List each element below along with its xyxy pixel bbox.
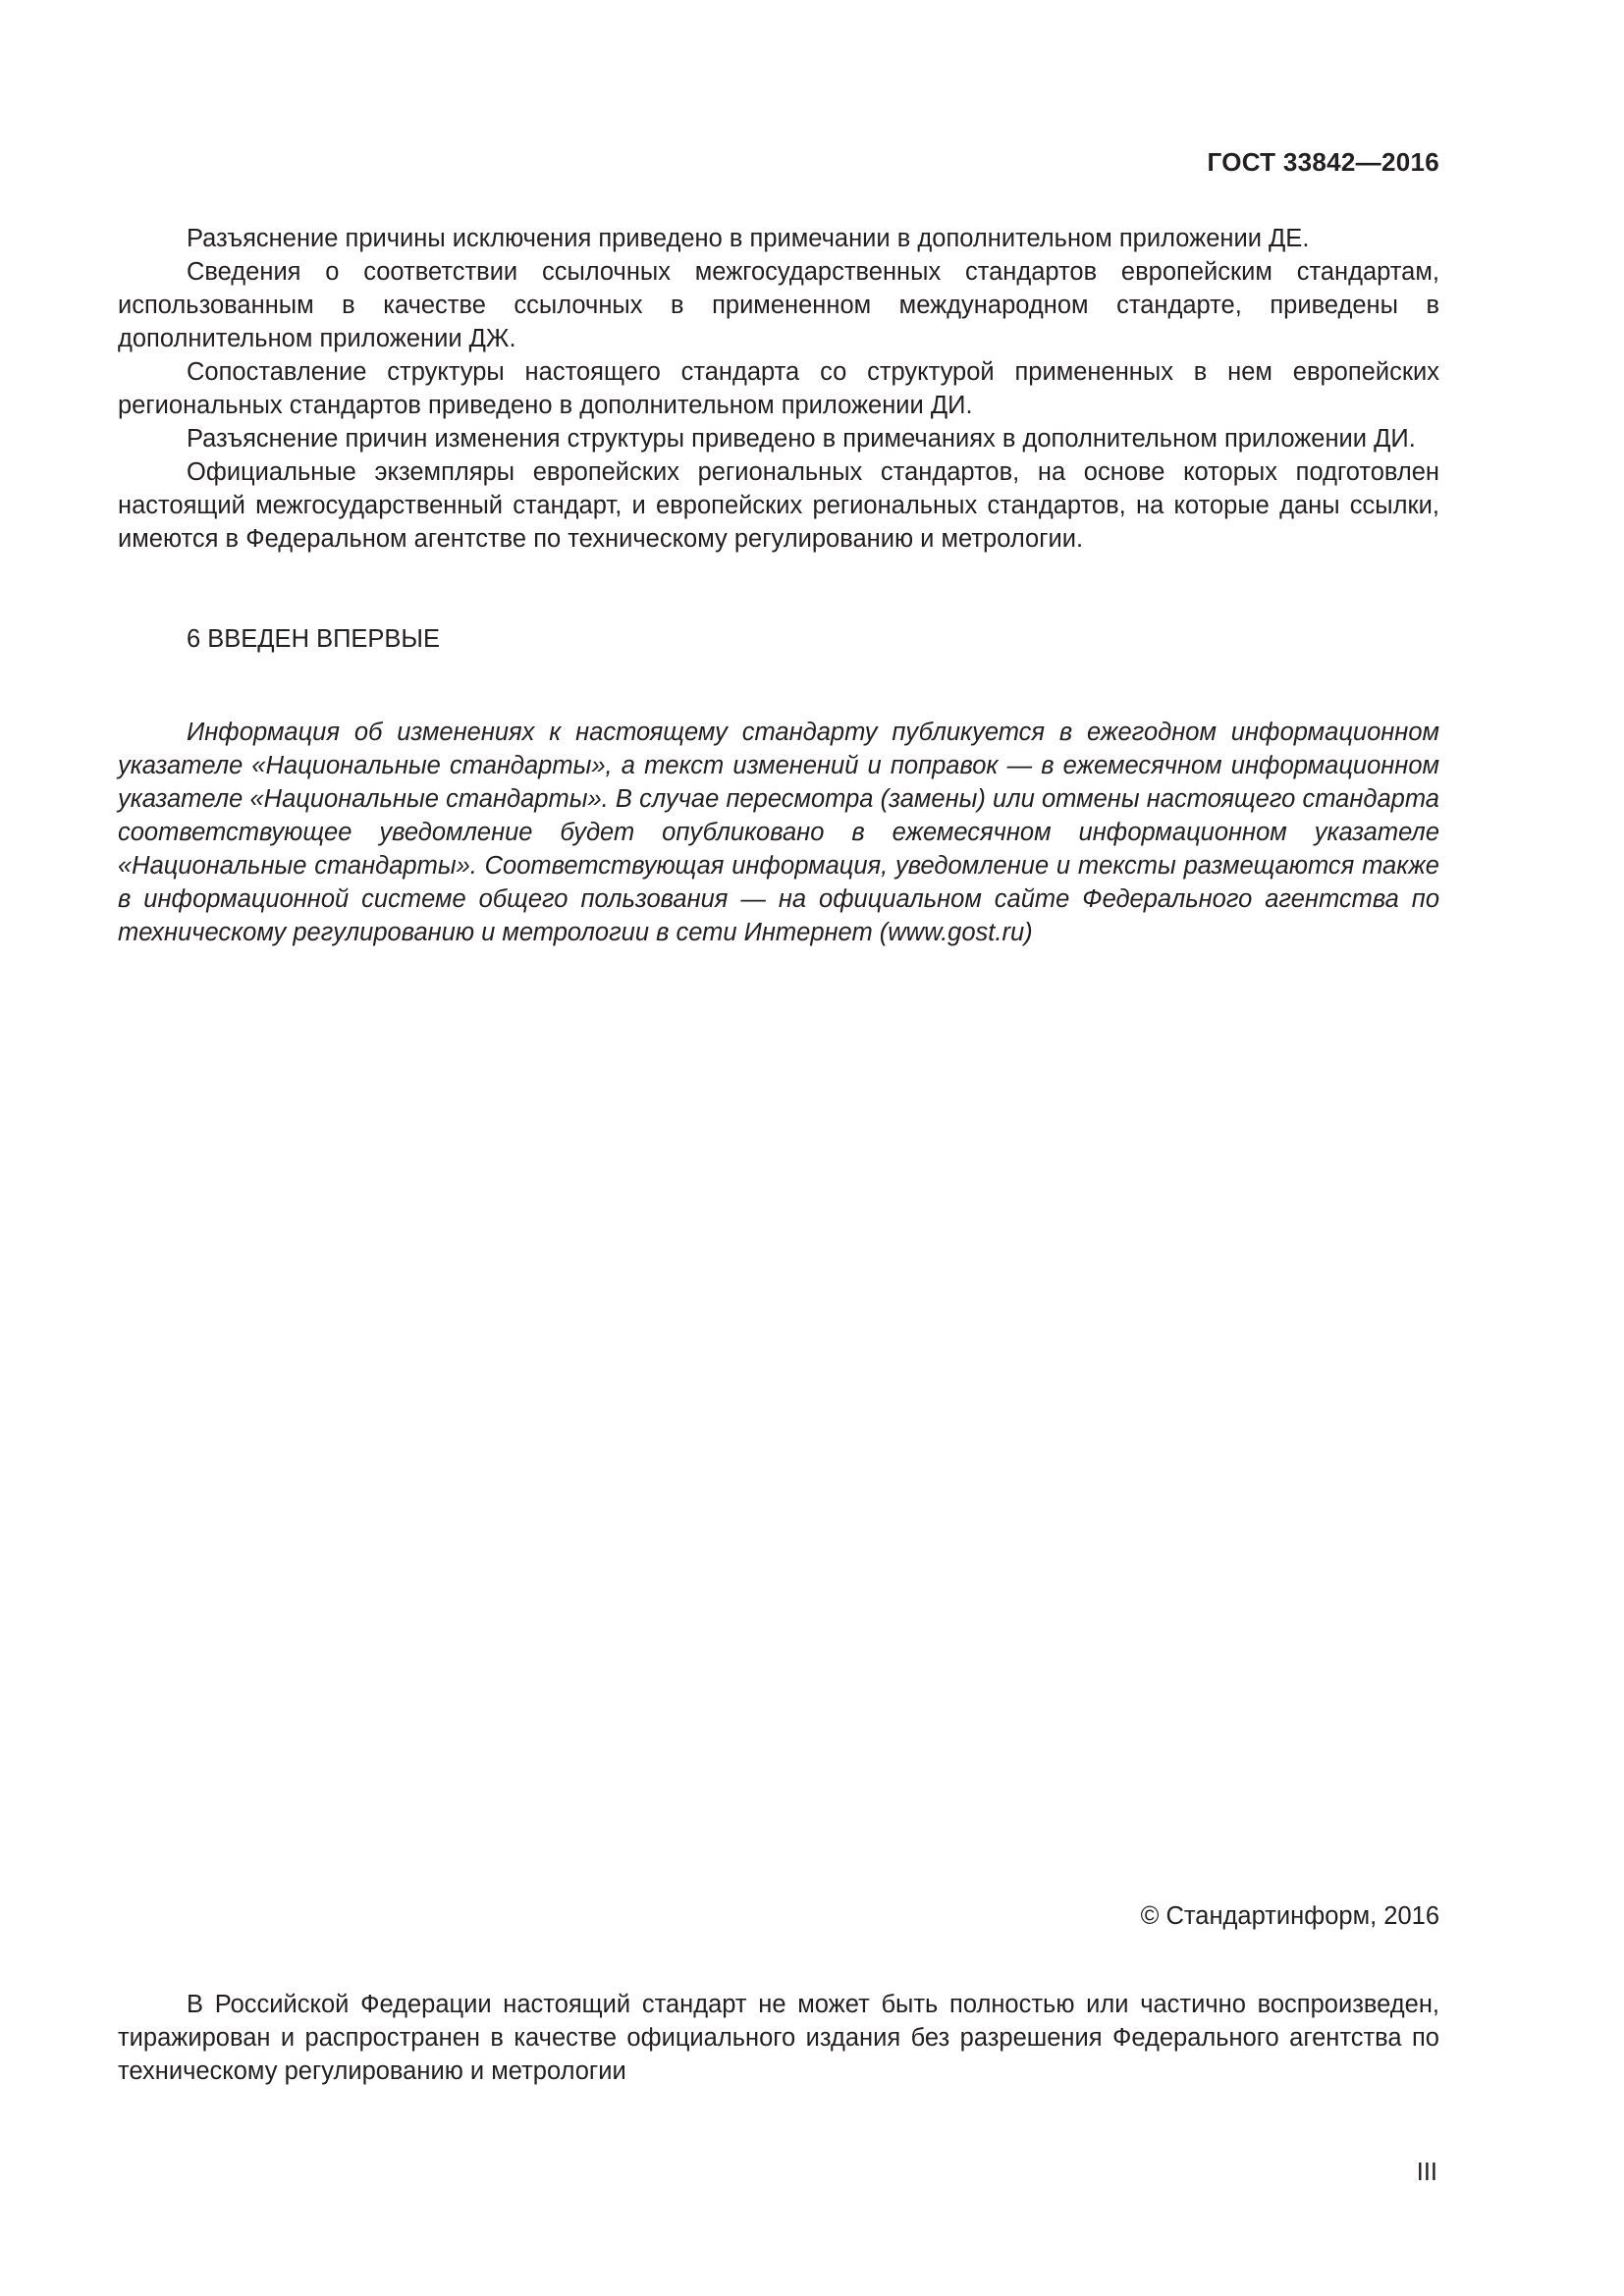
paragraph-structure-comparison: Сопоставление структуры настоящего стандарта со структурой примененных в нем европейских региональных стандартов приведено в дополнительном приложении ДИ. — [118, 358, 1439, 419]
page-number: III — [1416, 2159, 1437, 2186]
section-introduced-first: 6 ВВЕДЕН ВПЕРВЫЕ — [187, 625, 441, 653]
paragraph-exclusion-reason: Разъяснение причины исключения приведено в примечании в дополнительном приложении ДЕ. — [187, 225, 1310, 252]
paragraph-reference-standards: Сведения о соответствии ссылочных межгосударственных стандартов европейским стандартам, использованным в качестве ссылочных в примененном международном стандарте, приведены в дополнительном приложении ДЖ. — [118, 258, 1439, 352]
paragraph-official-copies: Официальные экземпляры европейских региональных стандартов, на основе которых подготовлен настоящий межгосударственный стандарт, и европейских региональных стандартов, на которые даны ссылки, имеются в Федеральном агентстве по техническому регулированию и метрологии. — [118, 458, 1439, 553]
rights-notice-text: В Российской Федерации настоящий стандарт не может быть полностью или частично воспроизведен, тиражирован и распространен в качестве официального издания без разрешения Федерального агентства по техническому регулированию и метрологии — [118, 1991, 1439, 2085]
copyright: © Стандартинформ, 2016 — [1140, 1902, 1439, 1930]
rights-notice — [118, 1988, 1439, 2088]
intro-section — [118, 222, 1439, 556]
changes-info-notice — [118, 716, 1439, 949]
info-notice-text: Информация об изменениях к настоящему стандарту публикуется в ежегодном информационном указателе «Национальные стандарты», а текст изменений и поправок — в ежемесячном информационном указателе «Национальные стандарты». В случае пересмотра (замены) или отмены настоящего стандарта соответствующее уведомление будет опубликовано в ежемесячном информационном указателе «Национальные стандарты». Соответствующая информация, уведомление и тексты размещаются также в информационной системе общего пользования — на официальном сайте Федерального агентства по техническому регулированию и метрологии в сети Интернет (www.gost.ru) — [118, 719, 1439, 946]
paragraph-structure-change-reason: Разъяснение причин изменения структуры приведено в примечаниях в дополнительном приложении ДИ. — [187, 425, 1416, 453]
document-code: ГОСТ 33842—2016 — [1207, 147, 1439, 177]
